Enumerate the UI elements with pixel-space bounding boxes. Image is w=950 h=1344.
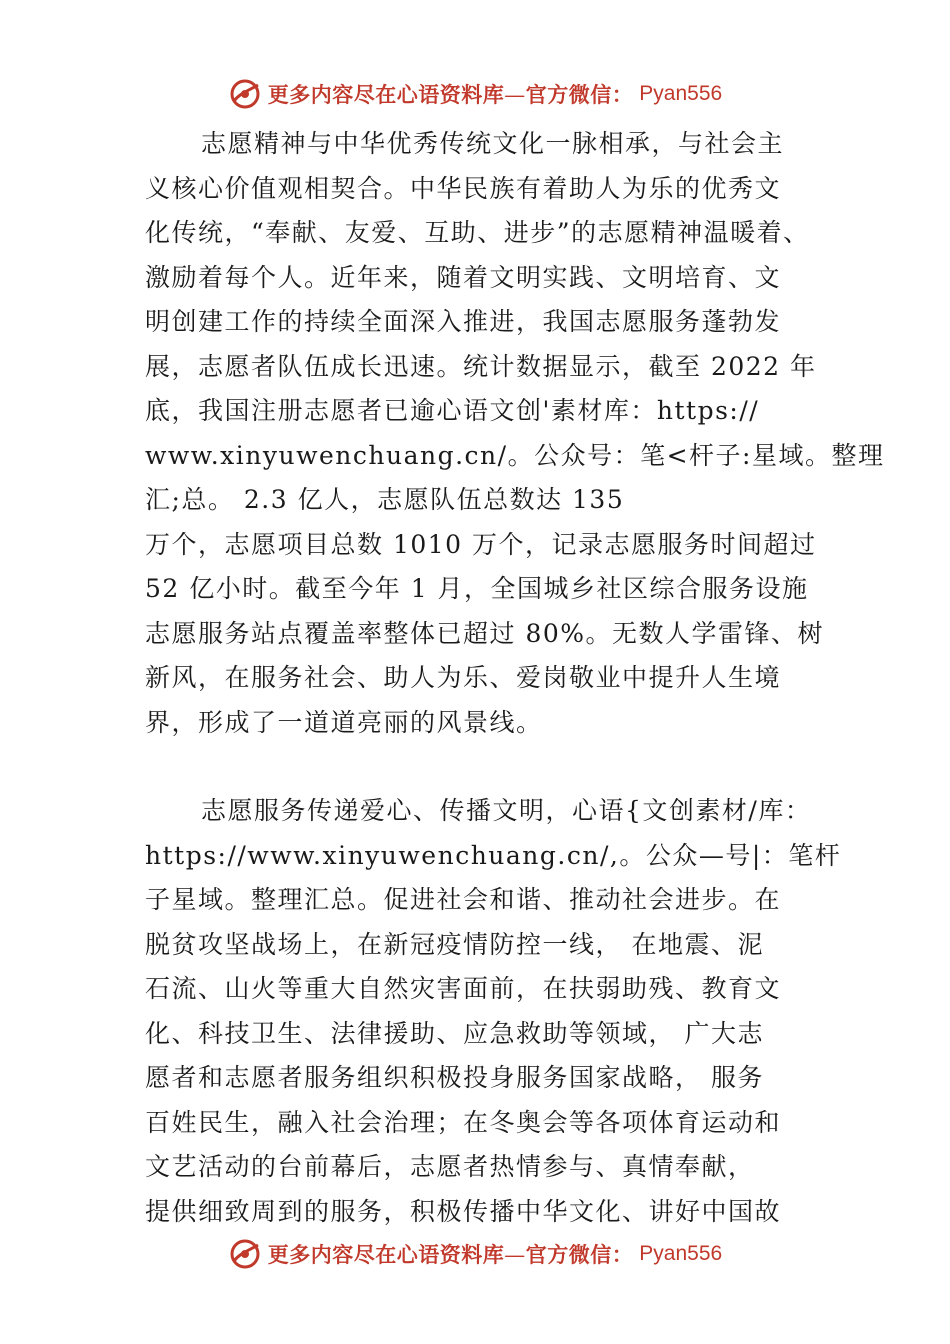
- paragraph-line: 52 亿小时。截至今年 1 月，全国城乡社区综合服务设施: [145, 574, 809, 603]
- header-brand-text: [268, 79, 634, 109]
- paragraph-line: 志愿服务传递爱心、传播文明，心语{文创素材/库：: [201, 796, 812, 825]
- paragraph-line: www.xinyuwenchuang.cn/。公众号：笔<杆子:星域。整理: [145, 440, 885, 470]
- brand-logo-icon: [228, 77, 262, 111]
- paragraph-line: https://www.xinyuwenchuang.cn/,。公众—号|：笔杆: [145, 840, 842, 870]
- paragraph-line: 子星域。整理汇总。促进社会和谐、推动社会进步。在: [145, 885, 782, 914]
- brand-logo-icon: [228, 1237, 262, 1271]
- paragraph-line: 文艺活动的台前幕后，志愿者热情参与、真情奉献，: [145, 1152, 755, 1181]
- header-banner: [0, 72, 950, 116]
- footer-brand-label: 更多内容尽在心语资料库: [267, 1242, 505, 1267]
- paragraph-line: 脱贫攻坚战场上，在新冠疫情防控一线， 在地震、泥: [145, 929, 764, 959]
- header-wechat-id: Pyan556: [639, 82, 723, 105]
- footer-separator: —: [504, 1243, 526, 1267]
- paragraph-1: [145, 122, 885, 745]
- document-body: [145, 122, 885, 1234]
- paragraph-line: 汇;总。 2.3 亿人，志愿队伍总数达 135: [145, 485, 625, 514]
- paragraph-line: 展，志愿者队伍成长迅速。统计数据显示，截至 2022 年: [145, 351, 817, 381]
- header-brand-label: 更多内容尽在心语资料库: [267, 82, 505, 107]
- paragraph-line: 愿者和志愿者服务组织积极投身服务国家战略， 服务: [145, 1063, 764, 1092]
- footer-brand-text: [268, 1239, 634, 1269]
- footer-wechat-label: 官方微信：: [525, 1242, 634, 1267]
- paragraph-line: 新风，在服务社会、助人为乐、爱岗敬业中提升人生境: [145, 663, 782, 692]
- paragraph-line: 石流、山火等重大自然灾害面前，在扶弱助残、教育文: [145, 974, 782, 1003]
- paragraph-line: 提供细致周到的服务，积极传播中华文化、讲好中国故: [145, 1196, 782, 1226]
- header-wechat-label: 官方微信：: [525, 82, 634, 107]
- paragraph-line: 明创建工作的持续全面深入推进，我国志愿服务蓬勃发: [145, 307, 782, 336]
- paragraph-line: 化、科技卫生、法律援助、应急救助等领域， 广大志: [145, 1018, 764, 1048]
- header-separator: —: [504, 83, 526, 107]
- paragraph-line: 志愿精神与中华优秀传统文化一脉相承，与社会主: [201, 129, 785, 158]
- paragraph-line: 义核心价值观相契合。中华民族有着助人为乐的优秀文: [145, 173, 782, 203]
- paragraph-line: 化传统，“奉献、友爱、互助、进步”的志愿精神温暖着、: [145, 218, 810, 247]
- paragraph-line: 万个，志愿项目总数 1010 万个，记录志愿服务时间超过: [145, 529, 817, 559]
- paragraph-2: [145, 789, 842, 1234]
- paragraph-line: 界，形成了一道道亮丽的风景线。: [145, 707, 543, 737]
- paragraph-line: 激励着每个人。近年来，随着文明实践、文明培育、文: [145, 262, 782, 292]
- paragraph-line: 底，我国注册志愿者已逾心语文创'素材库：https://: [145, 396, 760, 425]
- paragraph-line: 百姓民生，融入社会治理；在冬奥会等各项体育运动和: [145, 1107, 782, 1137]
- paragraph-line: 志愿服务站点覆盖率整体已超过 80%。无数人学雷锋、树: [145, 618, 825, 648]
- footer-banner: [0, 1232, 950, 1276]
- footer-wechat-id: Pyan556: [639, 1242, 723, 1265]
- paragraph-gap: [145, 745, 825, 789]
